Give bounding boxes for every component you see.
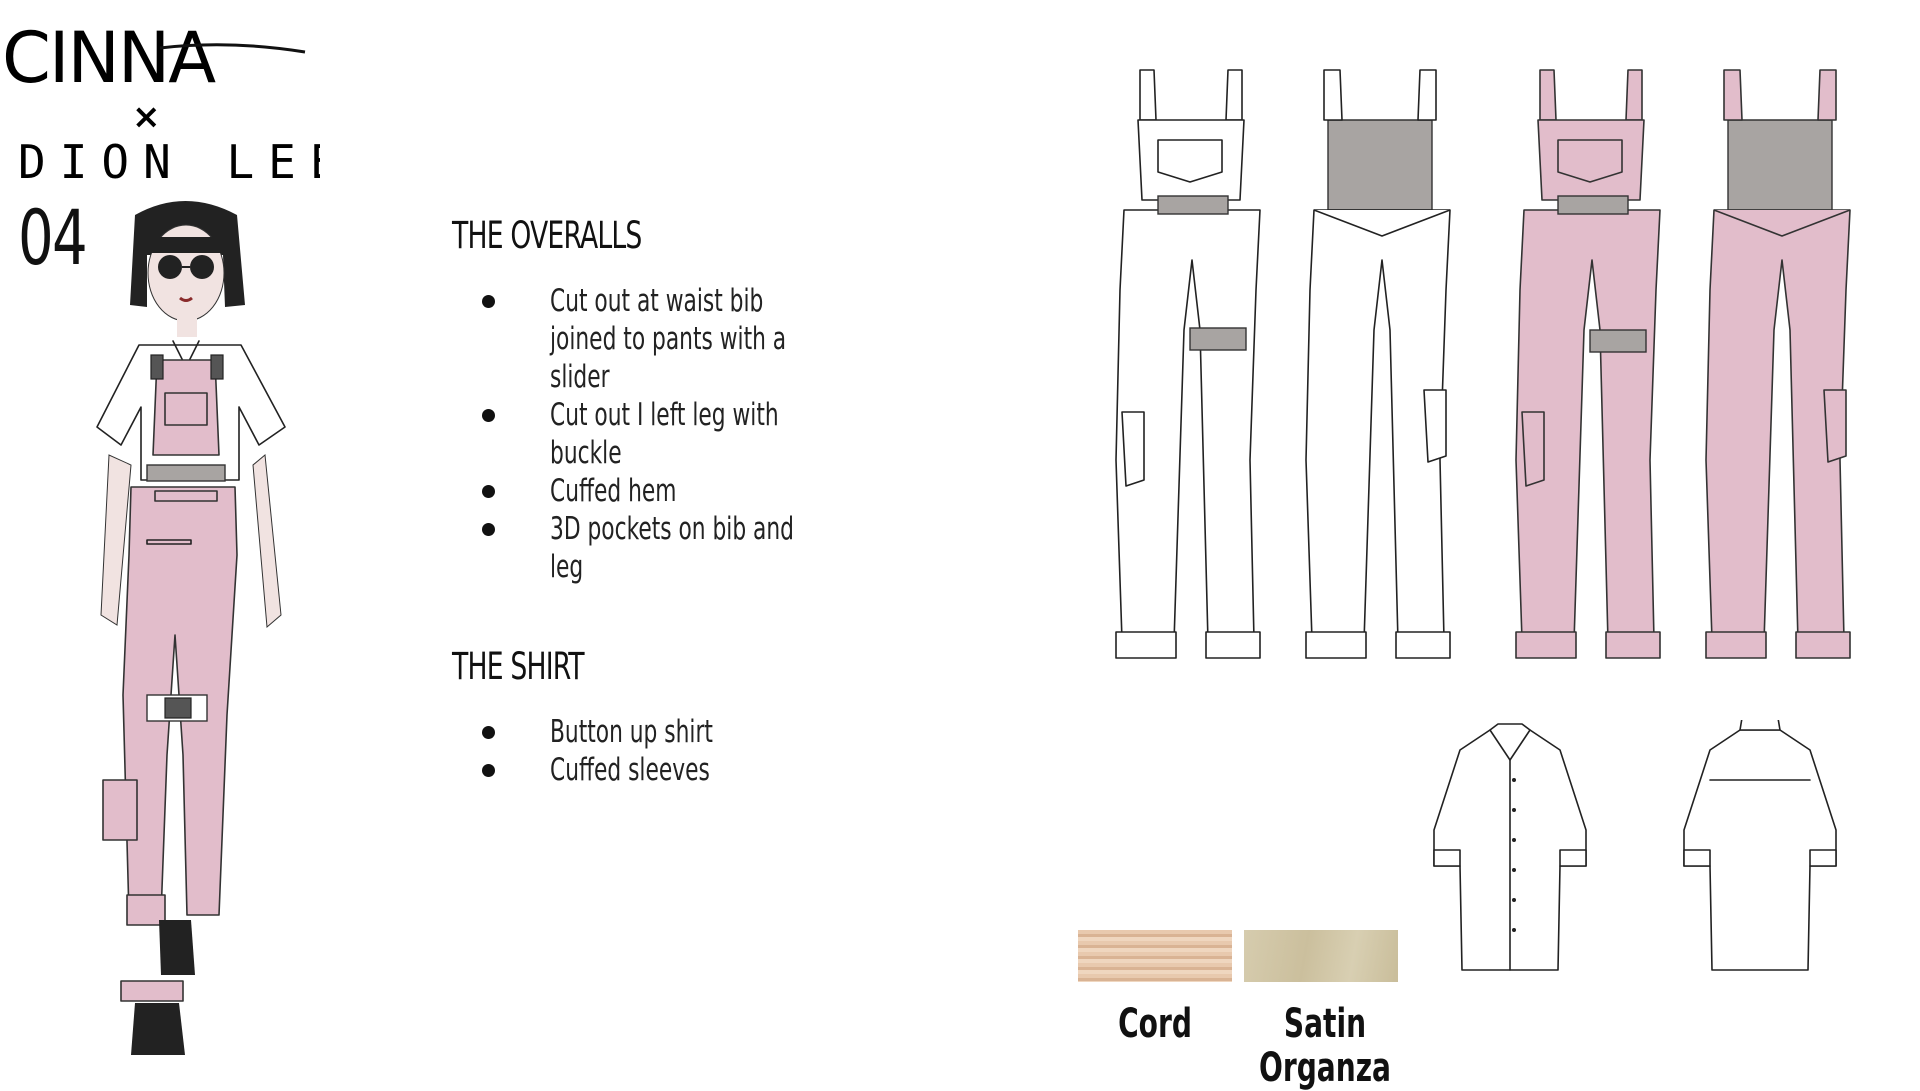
brand-logo xyxy=(0,0,320,190)
shirt-feature-list xyxy=(550,713,910,789)
fabric-swatch-cord xyxy=(1078,930,1232,982)
overalls-feature-list xyxy=(550,282,910,586)
logo-separator: × xyxy=(132,97,161,137)
bullet-icon xyxy=(482,726,495,739)
list-item: Cuffed sleeves xyxy=(550,751,910,789)
list-item: Cuffed hem xyxy=(550,472,910,510)
list-item: Cut out I left leg with buckle xyxy=(550,396,910,472)
overalls-heading: THE OVERALLS xyxy=(452,214,642,257)
look-number: 04 xyxy=(18,193,87,282)
fabric-swatch-satin-organza xyxy=(1244,930,1398,982)
logo-text-dion-lee: DION LEE xyxy=(18,135,320,189)
list-item: Cut out at waist bib joined to pants with a slider xyxy=(550,282,910,396)
logo-text-cinna: CINNA xyxy=(2,17,215,99)
model-illustration xyxy=(95,195,305,1075)
bullet-icon xyxy=(482,764,495,777)
fabric-label-satin-organza: Satin Organza xyxy=(1259,1001,1391,1091)
bullet-icon xyxy=(482,485,495,498)
shirt-technical-flats xyxy=(1410,720,1910,980)
list-item: 3D pockets on bib and leg xyxy=(550,510,910,586)
bullet-icon xyxy=(482,523,495,536)
overalls-technical-flats xyxy=(1110,60,1880,680)
fabric-label-cord: Cord xyxy=(1118,1001,1192,1047)
list-item: Button up shirt xyxy=(550,713,910,751)
bullet-icon xyxy=(482,295,495,308)
bullet-icon xyxy=(482,409,495,422)
shirt-heading: THE SHIRT xyxy=(452,645,584,688)
